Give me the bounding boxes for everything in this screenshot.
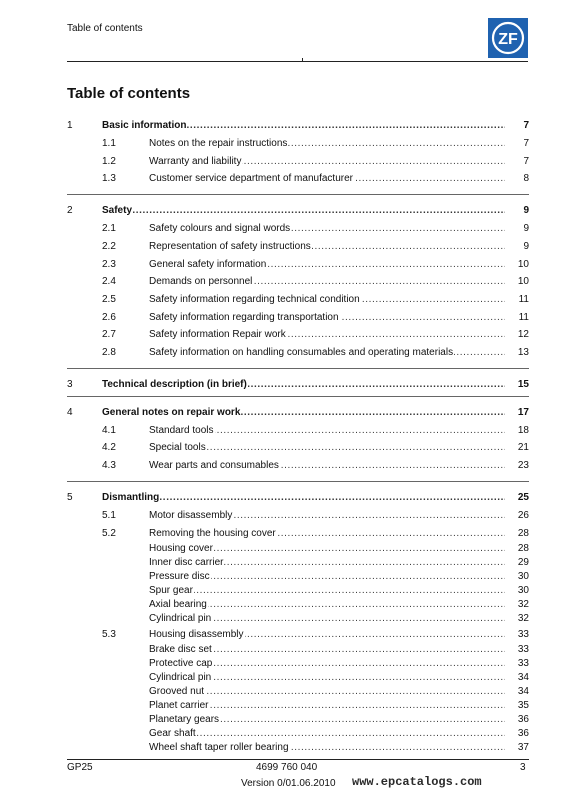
toc-section-row[interactable]: [67, 527, 529, 541]
toc-page-number: 33: [517, 628, 529, 640]
toc-title-leader: [149, 671, 505, 684]
toc-item-row[interactable]: [67, 598, 529, 611]
toc-page-number: 18: [517, 424, 529, 436]
toc-page-number: 30: [517, 584, 529, 596]
toc-title-leader: [102, 406, 505, 420]
toc-title: Safety information on handling consumables and operating materials: [149, 347, 454, 358]
logo-text: ZF: [498, 31, 518, 48]
toc-section-row[interactable]: [67, 293, 529, 307]
toc-title-leader: [149, 584, 505, 597]
toc-section-row[interactable]: [67, 258, 529, 272]
toc-item-row[interactable]: [67, 542, 529, 555]
toc-title-leader: [149, 441, 505, 455]
toc-section-row[interactable]: [67, 441, 529, 455]
toc-page-number: 28: [517, 527, 529, 539]
toc-title-leader: [149, 685, 505, 698]
toc-page-number: 7: [523, 138, 529, 149]
footer-model: GP25: [67, 762, 93, 773]
toc-item-row[interactable]: [67, 685, 529, 698]
toc-page-number: 23: [517, 460, 529, 472]
toc-title: Spur gear: [149, 584, 193, 596]
toc-page-number: 34: [517, 671, 529, 683]
toc-title: Representation of safety instructions: [149, 240, 311, 252]
toc-title-leader: [149, 346, 505, 360]
toc-title: Housing disassembly: [149, 628, 244, 640]
toc-title: General safety information: [149, 258, 267, 270]
toc-title: Safety information Repair work: [149, 329, 286, 341]
toc-number: 2.4: [102, 276, 116, 288]
section-separator: [67, 481, 529, 482]
toc-item-row[interactable]: [67, 643, 529, 656]
toc-page-number: 36: [517, 727, 529, 739]
toc-title: Technical description (in brief): [102, 378, 247, 390]
toc-chapter-row[interactable]: [67, 406, 529, 420]
toc-item-row[interactable]: [67, 713, 529, 726]
footer-version: Version 0/01.06.2010: [241, 778, 336, 789]
toc-page-number: 25: [517, 491, 529, 503]
toc-title: Demands on personnel: [149, 276, 253, 288]
toc-title-leader: [149, 556, 505, 569]
toc-item-row[interactable]: [67, 570, 529, 583]
toc-number: 1.2: [102, 155, 116, 167]
toc-number: 4: [67, 406, 73, 418]
toc-title-leader: [149, 311, 505, 325]
toc-chapter-row[interactable]: [67, 378, 529, 392]
toc-page-number: 9: [523, 240, 529, 252]
toc-title: Inner disc carrier: [149, 556, 224, 568]
toc-title: Brake disc set: [149, 643, 212, 655]
toc-page-number: 37: [517, 741, 529, 753]
toc-page-number: 32: [517, 612, 529, 624]
toc-number: 2.2: [102, 240, 116, 252]
toc-title: Safety information regarding technical condition: [149, 293, 360, 305]
toc-title: Axial bearing: [149, 598, 207, 610]
toc-title-leader: [102, 204, 505, 218]
toc-page-number: 11: [518, 293, 529, 305]
toc-title-leader: [149, 328, 505, 342]
toc-number: 3: [67, 378, 73, 390]
toc-item-row[interactable]: [67, 727, 529, 740]
toc-title-leader: [149, 293, 505, 307]
toc-number: 5.2: [102, 527, 116, 539]
toc-title: Safety information regarding transportation: [149, 311, 339, 323]
toc-title-leader: [149, 424, 505, 438]
toc-section-row[interactable]: [67, 240, 529, 254]
toc-section-row[interactable]: [67, 628, 529, 642]
toc-number: 4.1: [102, 424, 116, 436]
toc-title: General notes on repair work: [102, 406, 241, 418]
section-separator: [67, 368, 529, 369]
toc-item-row[interactable]: [67, 671, 529, 684]
toc-title: Warranty and liability: [149, 155, 242, 167]
section-separator: [67, 194, 529, 195]
footer-document-number: 4699 760 040: [256, 762, 318, 773]
toc-section-row[interactable]: [67, 311, 529, 325]
toc-number: 1: [67, 120, 73, 131]
toc-item-row[interactable]: [67, 612, 529, 625]
toc-chapter-row[interactable]: [67, 491, 529, 505]
toc-page-number: 8: [523, 173, 529, 185]
toc-section-row[interactable]: [67, 137, 529, 151]
toc-number: 4.2: [102, 442, 116, 454]
toc-number: 5: [67, 491, 73, 503]
toc-number: 5.3: [102, 628, 116, 640]
toc-chapter-row[interactable]: [67, 119, 529, 133]
toc-title: Customer service department of manufacturer: [149, 173, 353, 185]
toc-page-number: 12: [517, 329, 529, 341]
toc-title-leader: [149, 628, 505, 642]
toc-title-leader: [149, 643, 505, 656]
toc-number: 2: [67, 205, 73, 217]
toc-page-number: 34: [517, 685, 529, 697]
toc-number: 2.1: [102, 223, 116, 235]
toc-title-leader: [149, 459, 505, 473]
toc-title-leader: [149, 657, 505, 670]
toc-page-number: 28: [517, 542, 529, 554]
toc-section-row[interactable]: [67, 346, 529, 360]
toc-page-number: 11: [518, 311, 529, 323]
toc-page-number: 21: [517, 442, 529, 454]
toc-page-number: 9: [523, 205, 529, 217]
toc-section-row[interactable]: [67, 222, 529, 236]
toc-title-leader: [149, 741, 505, 754]
toc-chapter-row[interactable]: [67, 204, 529, 218]
toc-title: Basic information: [102, 120, 187, 131]
toc-page-number: 33: [517, 643, 529, 655]
toc-title-leader: [149, 222, 505, 236]
toc-title-leader: [149, 275, 505, 289]
toc-title-leader: [149, 172, 505, 186]
toc-page-number: 7: [523, 155, 529, 167]
toc-page-number: 7: [523, 120, 529, 131]
watermark: www.epcatalogs.com: [352, 775, 482, 789]
toc-section-row[interactable]: [67, 459, 529, 473]
toc-title: Standard tools: [149, 424, 214, 436]
toc-title-leader: [149, 155, 505, 169]
toc-section-row[interactable]: [67, 155, 529, 169]
toc-title-leader: [102, 119, 505, 133]
toc-title: Notes on the repair instructions: [149, 138, 288, 149]
toc-title-leader: [149, 713, 505, 726]
toc-page-number: 9: [523, 223, 529, 235]
toc-title: Safety: [102, 205, 133, 217]
toc-title-leader: [149, 699, 505, 712]
toc-number: 5.1: [102, 509, 116, 521]
toc-title: Grooved nut: [149, 685, 205, 697]
toc-page-number: 32: [517, 598, 529, 610]
toc-item-row[interactable]: [67, 556, 529, 569]
footer-rule: [67, 759, 529, 760]
toc-title-leader: [102, 491, 505, 505]
toc-page-number: 36: [517, 713, 529, 725]
toc-title-leader: [149, 612, 505, 625]
toc-number: 2.6: [102, 311, 116, 323]
toc-number: 4.3: [102, 460, 116, 472]
toc-title: Pressure disc: [149, 570, 210, 582]
toc-title: Cylindrical pin: [149, 671, 212, 683]
toc-number: 2.5: [102, 293, 116, 305]
toc-title: Gear shaft: [149, 727, 196, 739]
toc-title-leader: [149, 542, 505, 555]
toc-page-number: 15: [517, 378, 529, 390]
toc-page-number: 35: [517, 699, 529, 711]
toc-section-row[interactable]: [67, 424, 529, 438]
toc-section-row[interactable]: [67, 509, 529, 523]
toc-item-row[interactable]: [67, 741, 529, 754]
toc-title-leader: [149, 570, 505, 583]
toc-title-leader: [149, 527, 505, 541]
toc-title-leader: [149, 509, 505, 523]
toc-title-leader: [149, 137, 505, 151]
toc-title: Special tools: [149, 442, 206, 454]
toc-page-number: 26: [517, 509, 529, 521]
toc-title: Dismantling: [102, 491, 160, 503]
toc-section-row[interactable]: [67, 328, 529, 342]
toc-number: 1.1: [102, 138, 116, 149]
toc-number: 2.3: [102, 258, 116, 270]
toc-page-number: 10: [517, 276, 529, 288]
toc-number: 2.7: [102, 329, 116, 341]
toc-title: Removing the housing cover: [149, 527, 276, 539]
toc-number: 2.8: [102, 347, 116, 358]
toc-title-leader: [149, 240, 505, 254]
toc-page-number: 17: [517, 406, 529, 418]
toc-title-leader: [149, 258, 505, 272]
toc-page-number: 10: [517, 258, 529, 270]
toc-item-row[interactable]: [67, 657, 529, 670]
toc-title-leader: [149, 598, 505, 611]
toc-section-row[interactable]: [67, 275, 529, 289]
section-separator: [67, 396, 529, 397]
footer-page-number: 3: [520, 762, 526, 773]
page-title: Table of contents: [67, 85, 191, 102]
toc-title: Protective cap: [149, 657, 213, 669]
toc-section-row[interactable]: [67, 172, 529, 186]
toc-title: Planet carrier: [149, 699, 209, 711]
toc-title: Motor disassembly: [149, 509, 233, 521]
toc-title: Planetary gears: [149, 713, 220, 725]
toc-page-number: 13: [517, 347, 529, 358]
toc-title: Cylindrical pin: [149, 612, 212, 624]
toc-number: 1.3: [102, 173, 116, 185]
toc-item-row[interactable]: [67, 699, 529, 712]
toc-title: Wear parts and consumables: [149, 460, 279, 472]
toc-item-row[interactable]: [67, 584, 529, 597]
toc-title: Wheel shaft taper roller bearing: [149, 741, 289, 753]
toc-title: Housing cover: [149, 542, 213, 554]
header-title: Table of contents: [67, 23, 143, 34]
toc-page-number: 30: [517, 570, 529, 582]
toc-title-leader: [102, 378, 505, 392]
toc-title: Safety colours and signal words: [149, 223, 291, 235]
toc-page-number: 29: [517, 556, 529, 568]
toc-title-leader: [149, 727, 505, 740]
toc-page-number: 33: [517, 657, 529, 669]
